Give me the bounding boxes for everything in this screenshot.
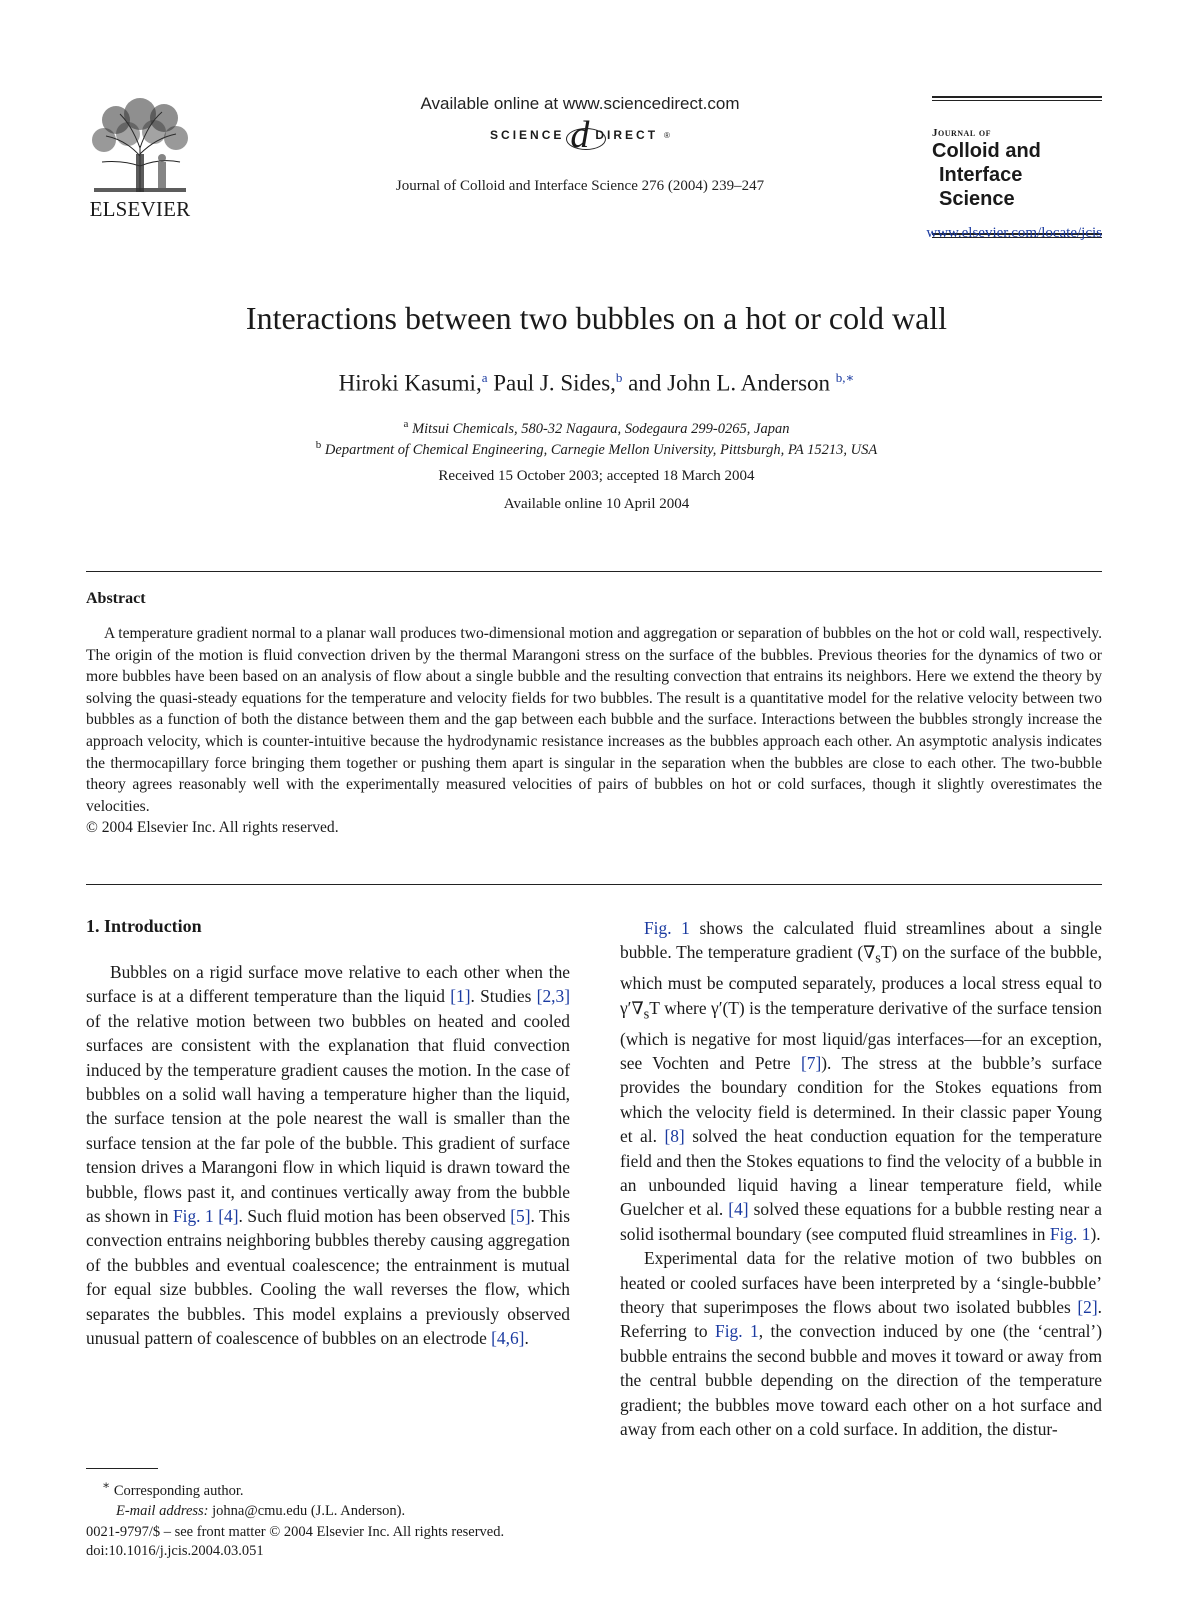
fig-1-link[interactable]: Fig. 1 bbox=[1049, 1223, 1091, 1244]
author-1-affil[interactable]: a bbox=[481, 370, 488, 385]
text-run: . Such fluid motion has been observed bbox=[238, 1206, 511, 1227]
text-run: . bbox=[524, 1328, 529, 1349]
author-3: and John L. Anderson bbox=[622, 370, 836, 396]
author-3-affil[interactable]: b,∗ bbox=[835, 370, 855, 385]
section-heading-introduction: 1. Introduction bbox=[86, 916, 202, 936]
article-title: Interactions between two bubbles on a hot or cold wall bbox=[245, 300, 948, 336]
doi-line: doi:10.1016/j.jcis.2004.03.051 bbox=[86, 1543, 264, 1559]
text-run: ). bbox=[1090, 1223, 1101, 1244]
text-run: solved these equations for a bubble resting near a solid isothermal boundary (see computed fluid streamlines in bbox=[620, 1199, 1102, 1244]
intro-paragraph-1 bbox=[86, 960, 570, 1351]
text-run: Experimental data for the relative motion of two bubbles on heated or cooled surfaces have been interpreted by a ‘single-bubble’ theory that superimposes the flows about two isolated bubbles bbox=[620, 1248, 1102, 1318]
issn-line: 0021-9797/$ – see front matter © 2004 Elsevier Inc. All rights reserved. bbox=[86, 1524, 505, 1540]
publisher-name: ELSEVIER bbox=[89, 197, 191, 221]
ref-1[interactable]: [1] bbox=[450, 986, 471, 1007]
affiliation-b-mark: b bbox=[315, 439, 322, 451]
text-run: solved the heat conduction equation for the temperature field and then the Stokes equations to find the velocity of a bubble in an unbounded liquid having a linear temperature field, while Guelcher et al. bbox=[620, 1126, 1102, 1220]
footnote-email-address[interactable]: johna@cmu.edu (J.L. Anderson). bbox=[208, 1502, 406, 1519]
affiliation-a-text: Mitsui Chemicals, 580-32 Nagaura, Sodegaura 299-0265, Japan bbox=[408, 420, 790, 437]
author-2: Paul J. Sides, bbox=[487, 370, 616, 396]
ref-7[interactable]: [7] bbox=[800, 1052, 822, 1073]
affiliation-a-mark: a bbox=[403, 418, 409, 430]
journal-name bbox=[932, 139, 1102, 211]
journal-box bbox=[932, 96, 1102, 238]
sciencedirect-d-icon: d bbox=[570, 114, 590, 156]
text-run: ). The stress at the bubble’s surface provides the boundary condition for the Stokes equations from which the velocity field is determined. In their classic paper Young et al. bbox=[620, 1052, 1102, 1147]
subscript: s bbox=[875, 950, 881, 967]
footnote-rule bbox=[86, 1468, 158, 1469]
ref-5[interactable]: [5] bbox=[510, 1206, 531, 1227]
sciencedirect-left: SCIENCE bbox=[490, 128, 565, 142]
author-2-affil[interactable]: b bbox=[615, 370, 623, 385]
affiliation-b-text: Department of Chemical Engineering, Carnegie Mellon University, Pittsburgh, PA 15213, USA bbox=[321, 441, 878, 458]
author-list bbox=[0, 370, 1193, 397]
journal-url-link[interactable]: www.elsevier.com/locate/jcis bbox=[926, 225, 1102, 241]
journal-name-line1: Colloid and bbox=[932, 140, 1041, 162]
sciencedirect-logo bbox=[300, 114, 860, 156]
text-run: T) on the surface of the bubble, which must be computed separately, produces a local stress equal to γ′∇ bbox=[620, 942, 1102, 1018]
registered-mark: ® bbox=[664, 130, 670, 140]
text-run: of the relative motion between two bubbles on heated and cooled surfaces are consistent with the explanation that fluid convection induced by the temperature gradient causes the motion. In the case of bubbles on a solid wall having a temperature higher than the liquid, the surface tension at the pole nearest the wall is smaller than the surface tension at the far pole of the bubble. This gradient of surface tension drives a Marangoni flow in which liquid is drawn toward the bubble, flows past it, and continues vertically away from the bubble as shown in bbox=[86, 1010, 570, 1227]
footnote bbox=[86, 1475, 570, 1521]
abstract-body bbox=[86, 623, 1102, 839]
abstract-top-rule bbox=[86, 571, 1102, 572]
text-run: Bubbles on a rigid surface move relative to each other when the surface is at a different temperature than the liquid bbox=[86, 962, 570, 1007]
journal-url[interactable] bbox=[890, 225, 1102, 242]
column-left bbox=[86, 960, 570, 1351]
ref-2[interactable]: [2] bbox=[1077, 1297, 1098, 1318]
footnote-email bbox=[86, 1501, 570, 1521]
affiliation-a bbox=[0, 418, 1193, 438]
footnote-email-label: E-mail address: bbox=[116, 1502, 209, 1519]
sciencedirect-right: DIRECT bbox=[595, 128, 659, 142]
available-online-text: Available online at www.sciencedirect.com bbox=[420, 94, 740, 113]
abstract-copyright: © 2004 Elsevier Inc. All rights reserved. bbox=[86, 819, 339, 837]
subscript: s bbox=[643, 1006, 650, 1023]
text-run: T where γ′(T) is the temperature derivative of the surface tension (which is negative for most liquid/gas interfaces—for an exception, see Vochten and Petre bbox=[620, 997, 1102, 1073]
abstract-heading: Abstract bbox=[86, 590, 146, 607]
text-run: . Studies bbox=[470, 986, 537, 1007]
header-center bbox=[300, 94, 860, 195]
ref-2-3[interactable]: [2,3] bbox=[536, 986, 570, 1007]
footnote-star: ∗ bbox=[102, 1478, 111, 1492]
journal-name-line2: Interface Science bbox=[939, 164, 1023, 210]
fig-1-link[interactable]: Fig. 1 bbox=[715, 1321, 759, 1342]
ref-4[interactable]: [4] bbox=[728, 1199, 749, 1220]
intro-paragraph-2 bbox=[620, 916, 1102, 1246]
received-dates: Received 15 October 2003; accepted 18 March 2004 bbox=[438, 468, 755, 484]
journal-reference: Journal of Colloid and Interface Science 276 (2004) 239–247 bbox=[395, 178, 765, 194]
bottom-info bbox=[86, 1523, 504, 1561]
elsevier-logo bbox=[84, 96, 196, 222]
affiliation-b bbox=[0, 439, 1193, 459]
available-date: Available online 10 April 2004 bbox=[503, 496, 690, 512]
author-1: Hiroki Kasumi, bbox=[338, 370, 482, 396]
footnote-corresponding-text: Corresponding author. bbox=[110, 1482, 244, 1499]
abstract-text: A temperature gradient normal to a planar wall produces two-dimensional motion and aggregation or separation of bubbles on the hot or cold wall, respectively. The origin of the motion is fluid convection driven by the thermal Marangoni stress on the surface of the bubbles. Previous theories for the dynamics of two or more bubbles have been based on an analysis of flow about a single bubble and the resulting convection that entrains its neighbors. Here we extend the theory by solving the quasi-steady equations for the temperature and velocity fields for two bubbles. The result is a quantitative model for the relative velocity between two bubbles as a function of both the distance between them and the gap between each bubble and the surface. Interactions between the bubbles strongly increase the approach velocity, which is counter-intuitive because the hydrodynamic resistance increases as the bubbles approach each other. An asymptotic analysis indicates the thermocapillary force bringing them together or pushing them apart is singular in the separation when the bubbles are close to each other. The two-bubble theory agrees reasonably well with the experimentally measured velocities of pairs of bubbles on hot or cold surfaces, though it slightly overestimates the velocities. bbox=[86, 625, 1102, 815]
abstract-bottom-rule bbox=[86, 884, 1102, 885]
text-run: shows the calculated fluid streamlines about a single bubble. The temperature gradient (∇ bbox=[620, 918, 1103, 963]
ref-4[interactable]: [4] bbox=[213, 1206, 239, 1227]
journal-top-rule bbox=[932, 96, 1102, 101]
elsevier-tree-icon bbox=[86, 96, 194, 194]
column-right bbox=[620, 916, 1102, 1441]
ref-8[interactable]: [8] bbox=[664, 1126, 685, 1147]
journal-of-label: Journal of bbox=[932, 127, 992, 139]
text-run: . Referring to bbox=[620, 1297, 1102, 1342]
text-run: . This convection entrains neighboring bubbles thereby causing aggregation of the bubbles and eventual coalescence; the entrainment is mutual for equal size bubbles. Cooling the wall reverses the flow, which separates the bubbles. This model explains a previously observed unusual pattern of coalescence of bubbles on an electrode bbox=[86, 1206, 570, 1349]
text-run: , the convection induced by one (the ‘central’) bubble entrains the second bubble and moves it toward or away from the central bubble depending on the direction of the temperature gradient; the bubbles move toward each other on a hot surface and away from each other on a cold surface. In addition, the distur- bbox=[620, 1321, 1102, 1440]
fig-1-link[interactable]: Fig. 1 bbox=[644, 918, 690, 938]
footnote-corresponding bbox=[86, 1475, 570, 1501]
ref-4-6[interactable]: [4,6] bbox=[491, 1328, 525, 1349]
fig-1-link[interactable]: Fig. 1 bbox=[172, 1206, 214, 1227]
intro-paragraph-3 bbox=[620, 1246, 1102, 1441]
